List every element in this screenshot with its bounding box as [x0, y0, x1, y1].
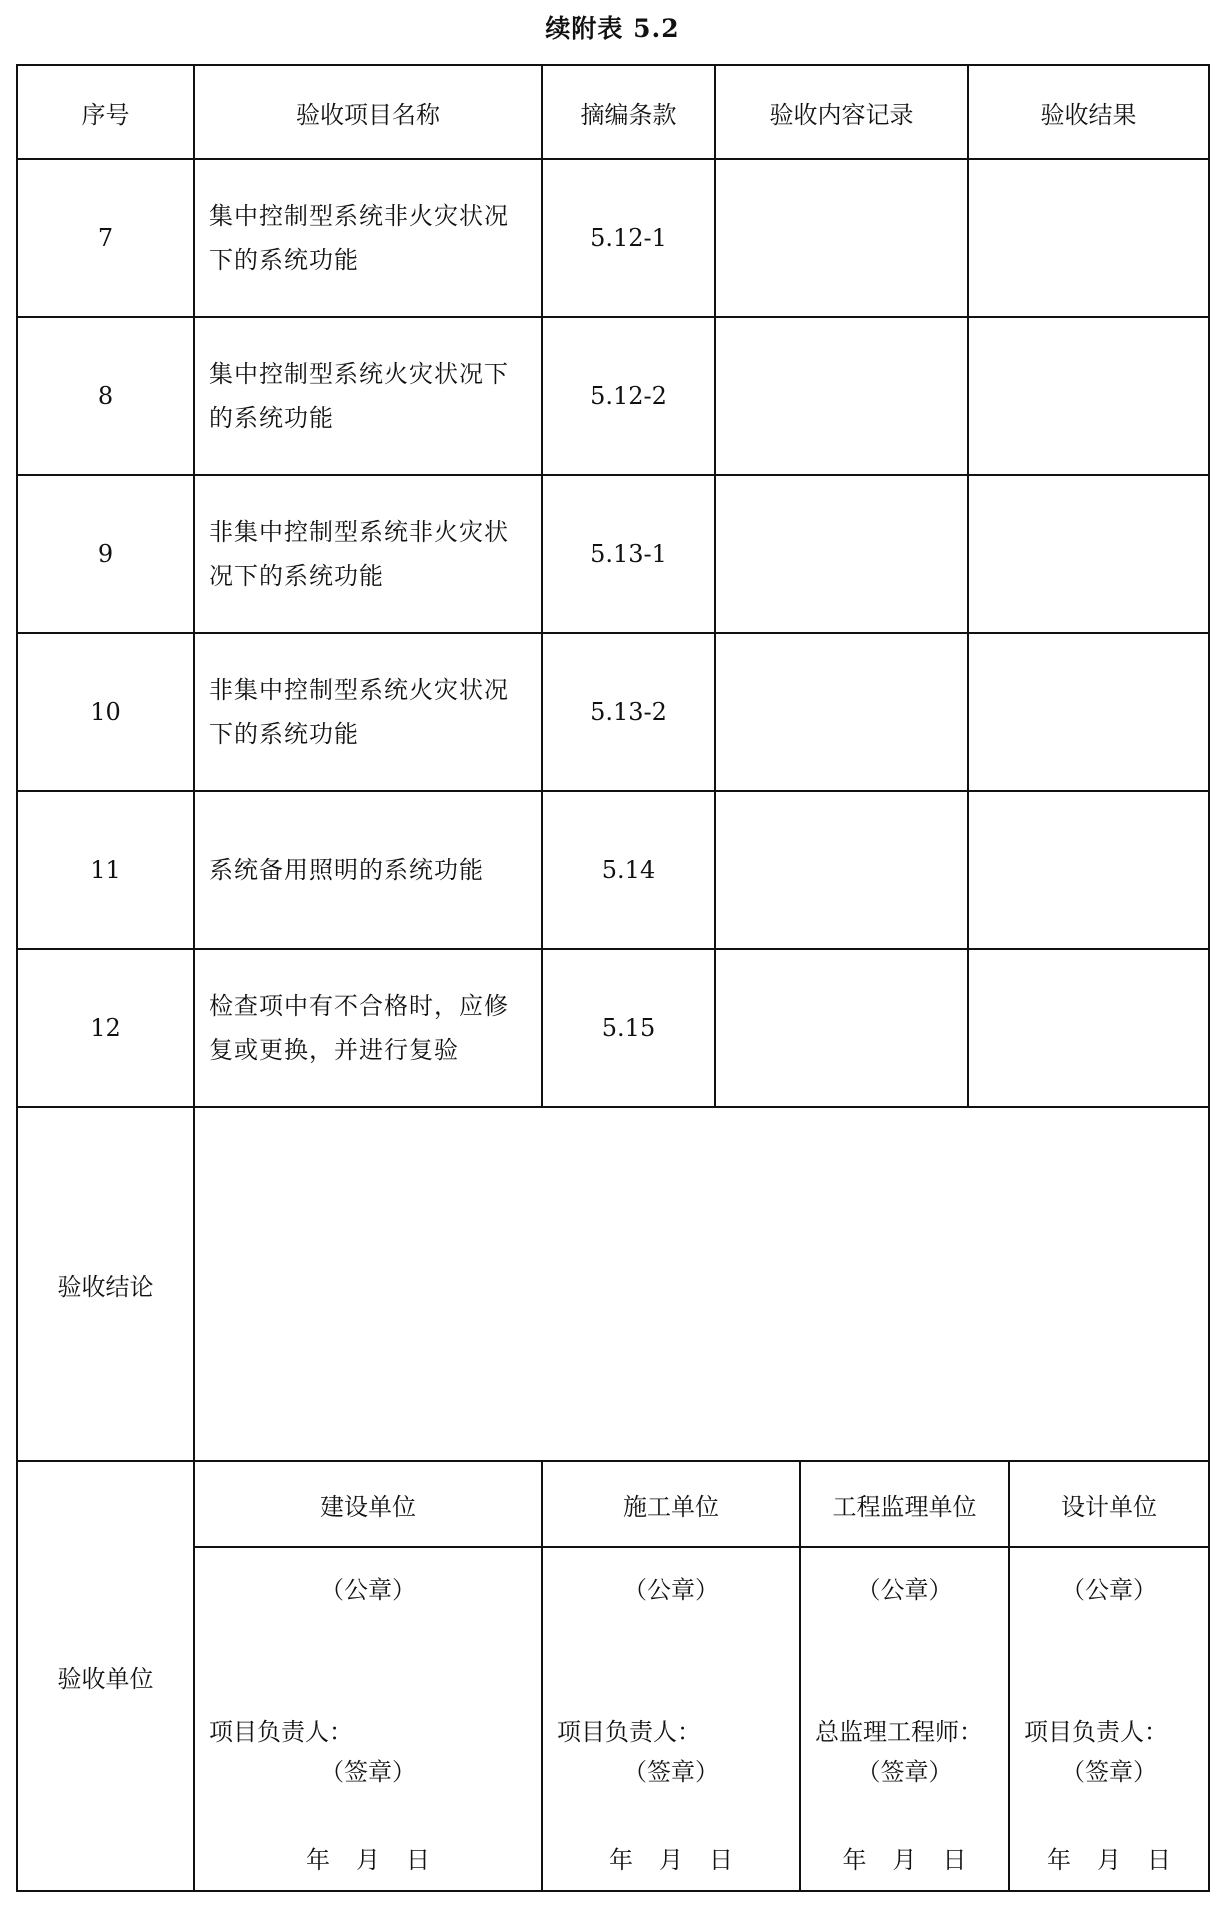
year-label: 年: [609, 1846, 633, 1874]
conclusion-row: [17, 1107, 1209, 1461]
month-label: 月: [356, 1846, 380, 1874]
row-record-cell[interactable]: [715, 949, 968, 1107]
month-label: 月: [892, 1846, 917, 1874]
row-record-cell[interactable]: [715, 791, 968, 949]
sign-label: （签章）: [623, 1758, 719, 1786]
acceptance-form-table: [16, 64, 1210, 1892]
row-result-cell[interactable]: [968, 317, 1209, 475]
header-clause: 摘编条款: [542, 65, 715, 159]
date-line: [543, 1840, 799, 1875]
date-line: [801, 1840, 1008, 1875]
header-seq: 序号: [17, 65, 194, 159]
row-item-name: 非集中控制型系统火灾状况下的系统功能: [194, 633, 542, 791]
row-result-cell[interactable]: [968, 949, 1209, 1107]
seal-label: （公章）: [623, 1576, 719, 1604]
row-item-name: 系统备用照明的系统功能: [194, 791, 542, 949]
units-label: 验收单位: [17, 1461, 194, 1891]
year-label: 年: [306, 1846, 330, 1874]
seal-label: （公章）: [1061, 1576, 1157, 1604]
person-label: 项目负责人：: [1024, 1718, 1168, 1746]
page-title: 续附表 5.2: [545, 14, 680, 43]
row-clause: 5.12-1: [542, 159, 715, 317]
day-label: 日: [406, 1846, 430, 1874]
row-item-name: 集中控制型系统火灾状况下的系统功能: [194, 317, 542, 475]
day-label: 日: [1147, 1846, 1171, 1874]
unit-signature-cell[interactable]: [1009, 1547, 1209, 1891]
table-row: [17, 159, 1209, 317]
row-record-cell[interactable]: [715, 633, 968, 791]
row-seq: 8: [17, 317, 194, 475]
person-label: 总监理工程师：: [815, 1718, 983, 1746]
unit-signature-cell[interactable]: [194, 1547, 542, 1891]
unit-name-designer: 设计单位: [1009, 1461, 1209, 1547]
row-clause: 5.12-2: [542, 317, 715, 475]
year-label: 年: [1047, 1846, 1071, 1874]
unit-name-contractor: 施工单位: [542, 1461, 800, 1547]
sign-label: （签章）: [856, 1758, 953, 1786]
month-label: 月: [1097, 1846, 1121, 1874]
day-label: 日: [942, 1846, 967, 1874]
row-item-name: 非集中控制型系统非火灾状况下的系统功能: [194, 475, 542, 633]
person-label: 项目负责人：: [557, 1718, 701, 1746]
table-row: [17, 633, 1209, 791]
table-row: [17, 317, 1209, 475]
unit-name-construction-owner: 建设单位: [194, 1461, 542, 1547]
unit-signature-cell[interactable]: [800, 1547, 1009, 1891]
header-record: 验收内容记录: [715, 65, 968, 159]
row-clause: 5.13-1: [542, 475, 715, 633]
row-clause: 5.13-2: [542, 633, 715, 791]
row-result-cell[interactable]: [968, 475, 1209, 633]
date-line: [1010, 1840, 1208, 1875]
row-record-cell[interactable]: [715, 159, 968, 317]
unit-name-supervisor: 工程监理单位: [800, 1461, 1009, 1547]
row-record-cell[interactable]: [715, 475, 968, 633]
units-signature-row: [17, 1547, 1209, 1891]
row-result-cell[interactable]: [968, 791, 1209, 949]
header-row: [17, 65, 1209, 159]
header-item-name: 验收项目名称: [194, 65, 542, 159]
table-row: [17, 791, 1209, 949]
row-seq: 11: [17, 791, 194, 949]
person-label: 项目负责人：: [209, 1718, 353, 1746]
row-record-cell[interactable]: [715, 317, 968, 475]
day-label: 日: [709, 1846, 733, 1874]
row-seq: 9: [17, 475, 194, 633]
seal-label: （公章）: [856, 1576, 953, 1604]
seal-label: （公章）: [320, 1576, 416, 1604]
row-item-name: 集中控制型系统非火灾状况下的系统功能: [194, 159, 542, 317]
year-label: 年: [842, 1846, 867, 1874]
sign-label: （签章）: [320, 1758, 416, 1786]
row-result-cell[interactable]: [968, 633, 1209, 791]
month-label: 月: [659, 1846, 683, 1874]
unit-signature-cell[interactable]: [542, 1547, 800, 1891]
row-result-cell[interactable]: [968, 159, 1209, 317]
header-result: 验收结果: [968, 65, 1209, 159]
row-seq: 10: [17, 633, 194, 791]
row-seq: 12: [17, 949, 194, 1107]
table-row: [17, 949, 1209, 1107]
table-row: [17, 475, 1209, 633]
conclusion-field[interactable]: [194, 1107, 1209, 1461]
date-line: [195, 1840, 541, 1875]
row-clause: 5.15: [542, 949, 715, 1107]
sign-label: （签章）: [1061, 1758, 1157, 1786]
conclusion-label: 验收结论: [17, 1107, 194, 1461]
row-clause: 5.14: [542, 791, 715, 949]
row-item-name: 检查项中有不合格时，应修复或更换，并进行复验: [194, 949, 542, 1107]
row-seq: 7: [17, 159, 194, 317]
units-header-row: [17, 1461, 1209, 1547]
